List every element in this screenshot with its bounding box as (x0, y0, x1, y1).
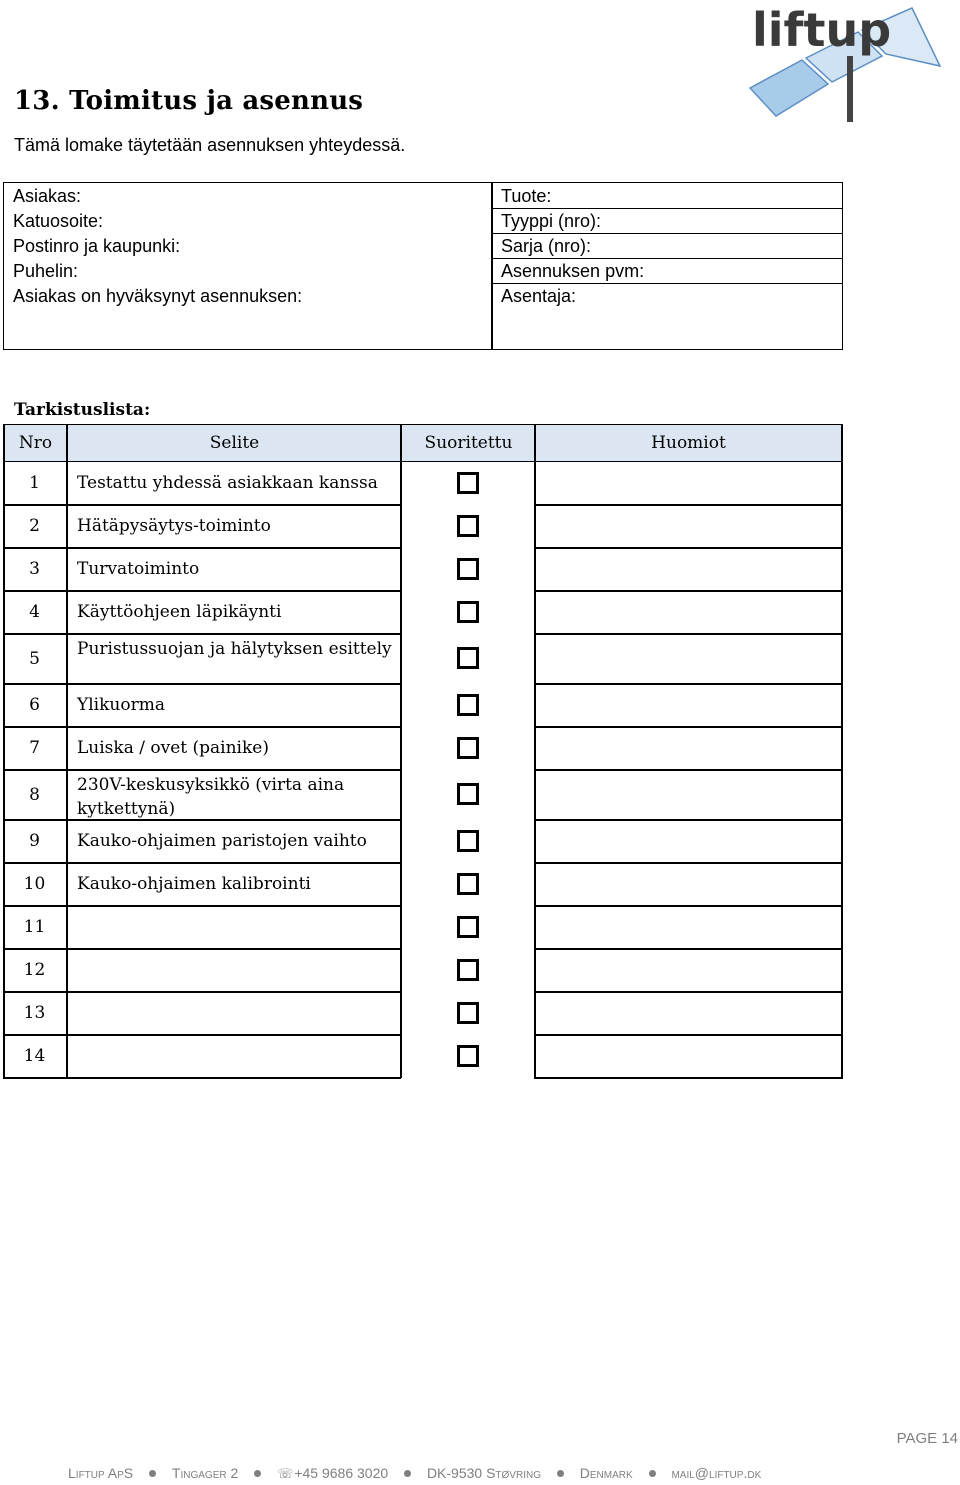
table-row (3, 770, 843, 820)
row-description: Turvatoiminto (77, 559, 200, 579)
row-divider (3, 547, 401, 549)
row-description: Ylikuorma (77, 695, 165, 715)
row-divider (534, 991, 843, 993)
row-divider (534, 633, 843, 635)
installer-label: Asentaja: (501, 286, 577, 306)
completed-checkbox[interactable] (457, 1002, 479, 1024)
footer-phone: +45 9686 3020 (294, 1465, 389, 1481)
page-number: PAGE 14 (896, 1430, 958, 1447)
footer-contact (68, 1465, 948, 1482)
row-number: 10 (23, 874, 46, 894)
completed-checkbox[interactable] (457, 830, 479, 852)
header-nro: Nro (18, 433, 53, 453)
row-description: 230V-keskusyksikkö (virta aina kytkettynä) (77, 775, 345, 819)
table-row (3, 548, 843, 591)
bullet-icon (557, 1470, 564, 1477)
customer-label: Asiakas: (13, 186, 82, 206)
row-number: 11 (23, 917, 46, 937)
table-row (3, 820, 843, 863)
table-row (3, 949, 843, 992)
row-number: 3 (29, 559, 40, 579)
row-divider (534, 905, 843, 907)
footer-city: DK-9530 Støvring (426, 1465, 541, 1481)
bullet-icon (404, 1470, 411, 1477)
row-divider (3, 1034, 401, 1036)
row-divider (534, 819, 843, 821)
postcode-city-label: Postinro ja kaupunki: (13, 236, 181, 256)
header-huomiot: Huomiot (651, 433, 726, 453)
completed-checkbox[interactable] (457, 873, 479, 895)
completed-checkbox[interactable] (457, 515, 479, 537)
completed-checkbox[interactable] (457, 601, 479, 623)
completed-checkbox[interactable] (457, 916, 479, 938)
row-divider (3, 769, 401, 771)
serial-number-label: Sarja (nro): (501, 236, 592, 256)
row-divider (534, 862, 843, 864)
row-number: 7 (29, 738, 40, 758)
installation-date-label: Asennuksen pvm: (501, 261, 645, 281)
completed-checkbox[interactable] (457, 472, 479, 494)
row-divider (534, 504, 843, 506)
table-row (3, 684, 843, 727)
table-border-left (3, 424, 5, 1078)
checklist-title: Tarkistuslista: (14, 400, 151, 420)
row-divider (3, 948, 401, 950)
row-divider (3, 905, 401, 907)
footer-email: mail@liftup.dk (671, 1465, 762, 1481)
table-row (3, 462, 843, 505)
row-divider (3, 683, 401, 685)
row-divider (534, 948, 843, 950)
column-divider (66, 424, 68, 462)
row-divider (3, 590, 401, 592)
completed-checkbox[interactable] (457, 783, 479, 805)
row-divider (3, 819, 401, 821)
row-description: Testattu yhdessä asiakkaan kanssa (77, 473, 378, 493)
completed-checkbox[interactable] (457, 647, 479, 669)
row-number: 13 (23, 1003, 46, 1023)
product-label: Tuote: (501, 186, 552, 206)
phone-label: Puhelin: (13, 261, 79, 281)
table-row (3, 1035, 843, 1078)
row-number: 4 (29, 602, 40, 622)
section-heading: 13. Toimitus ja asennus (14, 86, 364, 116)
column-divider (400, 424, 402, 1078)
street-address-label: Katuosoite: (13, 211, 104, 231)
table-border-right (841, 424, 843, 1078)
row-divider (534, 683, 843, 685)
row-number: 5 (29, 649, 40, 669)
table-row (3, 906, 843, 949)
footer-street: Tingager 2 (171, 1465, 239, 1481)
completed-checkbox[interactable] (457, 737, 479, 759)
column-divider (534, 424, 536, 1078)
row-description: Käyttöohjeen läpikäynti (77, 602, 282, 622)
row-number: 9 (29, 831, 40, 851)
row-number: 2 (29, 516, 40, 536)
row-divider (3, 991, 401, 993)
row-divider (534, 1077, 843, 1079)
completed-checkbox[interactable] (457, 694, 479, 716)
row-number: 14 (23, 1046, 46, 1066)
row-divider (3, 504, 401, 506)
row-divider (3, 633, 401, 635)
logo-text: liftup (752, 3, 892, 57)
row-divider (534, 1034, 843, 1036)
phone-icon: ☏ (277, 1466, 294, 1481)
row-divider (3, 862, 401, 864)
liftup-logo-icon (740, 0, 950, 128)
table-header (3, 424, 843, 462)
row-description: Puristussuojan ja hälytyksen esittely (77, 639, 392, 659)
row-description: Kauko-ohjaimen paristojen vaihto (77, 831, 367, 851)
column-divider (66, 462, 68, 1078)
completed-checkbox[interactable] (457, 558, 479, 580)
row-description: Hätäpysäytys-toiminto (77, 516, 271, 536)
row-number: 12 (23, 960, 46, 980)
completed-checkbox[interactable] (457, 1045, 479, 1067)
row-number: 6 (29, 695, 40, 715)
table-row (3, 634, 843, 684)
header-selite: Selite (209, 433, 260, 453)
table-row (3, 863, 843, 906)
customer-product-info-box (3, 182, 843, 350)
row-divider (534, 769, 843, 771)
bullet-icon (649, 1470, 656, 1477)
footer-company: Liftup ApS (68, 1465, 134, 1481)
row-divider (534, 547, 843, 549)
row-number: 8 (29, 785, 40, 805)
row-divider (3, 726, 401, 728)
row-description: Luiska / ovet (painike) (77, 738, 269, 758)
row-description: Kauko-ohjaimen kalibrointi (77, 874, 311, 894)
type-number-label: Tyyppi (nro): (501, 211, 602, 231)
row-number: 1 (29, 473, 40, 493)
table-row (3, 591, 843, 634)
table-row (3, 727, 843, 770)
company-logo (740, 0, 950, 128)
customer-approval-label: Asiakas on hyväksynyt asennuksen: (13, 286, 303, 306)
header-suoritettu: Suoritettu (424, 433, 513, 453)
bullet-icon (149, 1470, 156, 1477)
table-row (3, 992, 843, 1035)
row-divider (534, 726, 843, 728)
table-row (3, 505, 843, 548)
row-divider (534, 590, 843, 592)
form-instruction: Tämä lomake täytetään asennuksen yhteydessä. (14, 135, 406, 155)
completed-checkbox[interactable] (457, 959, 479, 981)
row-divider (3, 1077, 401, 1079)
footer-country: Denmark (579, 1465, 633, 1481)
bullet-icon (254, 1470, 261, 1477)
